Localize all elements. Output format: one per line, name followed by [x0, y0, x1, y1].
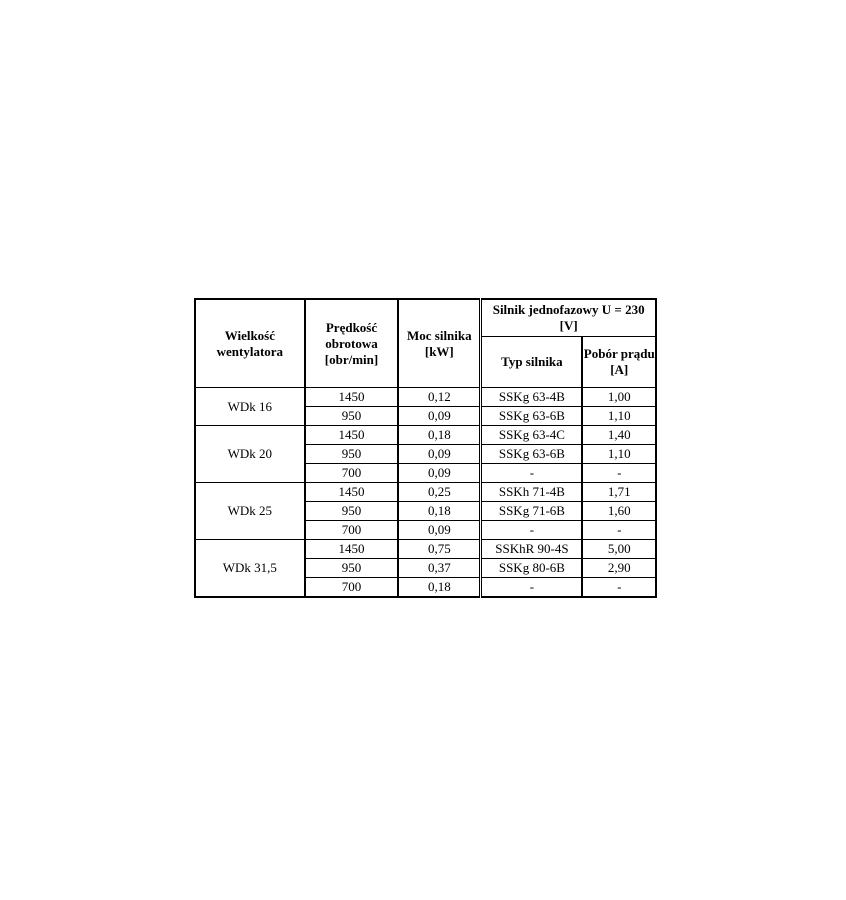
header-fan-size: Wielkość wentylatora [195, 299, 305, 388]
motor-type-cell: SSKg 63-4C [481, 426, 583, 445]
motor-type-cell: - [481, 578, 583, 598]
fan-size-cell: WDk 16 [195, 388, 305, 426]
power-cell: 0,09 [398, 464, 481, 483]
power-cell: 0,09 [398, 407, 481, 426]
motor-type-cell: SSKg 71-6B [481, 502, 583, 521]
power-cell: 0,25 [398, 483, 481, 502]
power-cell: 0,75 [398, 540, 481, 559]
current-cell: 1,40 [582, 426, 656, 445]
motor-type-cell: - [481, 464, 583, 483]
fan-size-cell: WDk 25 [195, 483, 305, 540]
current-cell: 1,60 [582, 502, 656, 521]
motor-type-cell: - [481, 521, 583, 540]
power-cell: 0,37 [398, 559, 481, 578]
header-current-draw: Pobór prądu [A] [582, 337, 656, 388]
motor-type-cell: SSKg 63-4B [481, 388, 583, 407]
motor-type-cell: SSKh 71-4B [481, 483, 583, 502]
power-cell: 0,18 [398, 426, 481, 445]
power-cell: 0,18 [398, 578, 481, 598]
speed-cell: 950 [305, 502, 399, 521]
current-cell: 1,10 [582, 445, 656, 464]
speed-cell: 1450 [305, 540, 399, 559]
speed-cell: 950 [305, 559, 399, 578]
speed-cell: 700 [305, 521, 399, 540]
motor-type-cell: SSKg 63-6B [481, 445, 583, 464]
current-cell: 5,00 [582, 540, 656, 559]
power-cell: 0,12 [398, 388, 481, 407]
speed-cell: 700 [305, 578, 399, 598]
speed-cell: 1450 [305, 483, 399, 502]
header-motor-type: Typ silnika [481, 337, 583, 388]
table-row [195, 388, 656, 407]
table-row [195, 483, 656, 502]
current-cell: - [582, 521, 656, 540]
current-cell: 1,71 [582, 483, 656, 502]
power-cell: 0,09 [398, 521, 481, 540]
speed-cell: 950 [305, 445, 399, 464]
fan-size-cell: WDk 31,5 [195, 540, 305, 598]
motor-type-cell: SSKhR 90-4S [481, 540, 583, 559]
fan-size-cell: WDk 20 [195, 426, 305, 483]
current-cell: 2,90 [582, 559, 656, 578]
power-cell: 0,18 [398, 502, 481, 521]
speed-cell: 1450 [305, 388, 399, 407]
speed-cell: 950 [305, 407, 399, 426]
header-motor-power: Moc silnika [kW] [398, 299, 481, 388]
current-cell: 1,10 [582, 407, 656, 426]
speed-cell: 700 [305, 464, 399, 483]
motor-spec-table [194, 298, 657, 598]
table-header [195, 299, 656, 388]
motor-type-cell: SSKg 63-6B [481, 407, 583, 426]
power-cell: 0,09 [398, 445, 481, 464]
header-single-phase-motor: Silnik jednofazowy U = 230 [V] [481, 299, 656, 337]
table-row [195, 426, 656, 445]
table-row [195, 540, 656, 559]
header-rotational-speed: Prędkość obrotowa [obr/min] [305, 299, 399, 388]
current-cell: 1,00 [582, 388, 656, 407]
speed-cell: 1450 [305, 426, 399, 445]
motor-type-cell: SSKg 80-6B [481, 559, 583, 578]
current-cell: - [582, 464, 656, 483]
motor-spec-table-container [194, 298, 657, 598]
current-cell: - [582, 578, 656, 598]
table-body [195, 388, 656, 598]
